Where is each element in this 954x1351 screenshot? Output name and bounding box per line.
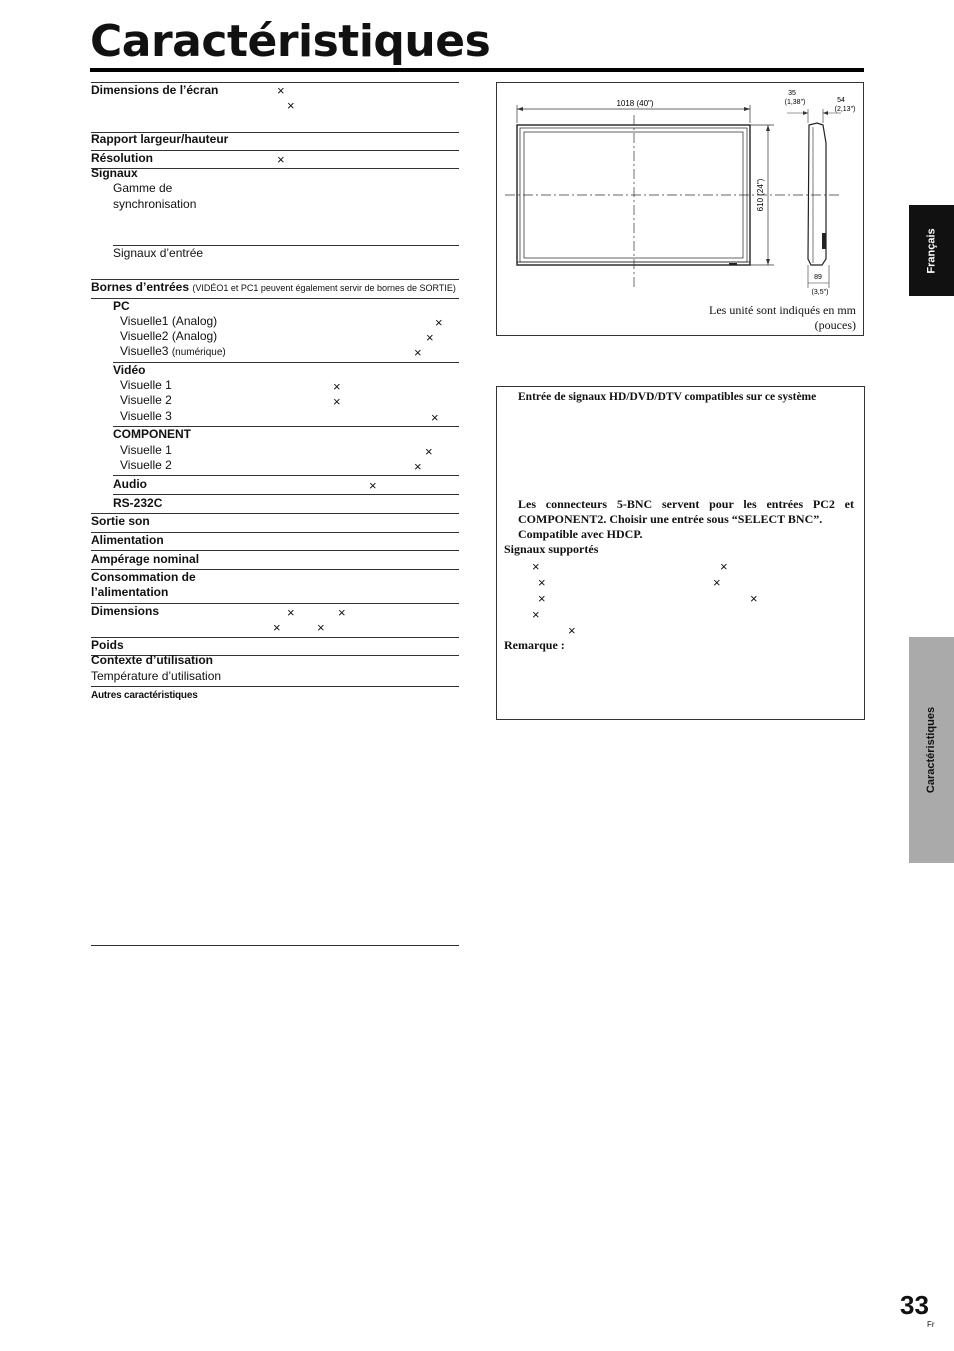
input-terminals-label: Bornes d’entrées (91, 280, 190, 294)
times-symbol: × (425, 444, 433, 459)
signal-heading: Entrée de signaux HD/DVD/DTV compatibles sur ce système (518, 391, 817, 403)
times-symbol: × (414, 345, 422, 360)
table-bottom-rule (91, 945, 459, 946)
times-symbol: × (338, 605, 346, 620)
spec-label-other: Autres caractéristiques (91, 690, 198, 701)
unit-note-line1: Les unité sont indiqués en mm (709, 303, 856, 317)
spec-label-environment: Contexte d’utilisation (91, 653, 214, 667)
times-symbol: × (287, 605, 295, 620)
hdcp-note: Compatible avec HDCP. (518, 527, 643, 541)
spec-visual3 (120, 344, 226, 360)
input-terminals-note: (VIDÉO1 et PC1 peuvent également servir de bornes de SORTIE) (192, 283, 456, 293)
monitor-outline-drawing (497, 83, 863, 335)
spec-label-consumption-line1: Consommation de (91, 570, 196, 584)
row-divider (113, 494, 459, 495)
times-symbol: × (317, 620, 325, 635)
row-divider (91, 637, 459, 638)
times-symbol: × (532, 559, 540, 574)
spec-label-weight: Poids (91, 638, 124, 652)
times-symbol: × (273, 620, 281, 635)
times-symbol: × (333, 394, 341, 409)
row-divider (91, 686, 459, 687)
bnc-note-line1: Les connecteurs 5-BNC servent pour les entrées PC2 et (518, 497, 854, 511)
supported-signals-heading: Signaux supportés (504, 542, 599, 556)
spec-label-power-supply: Alimentation (91, 533, 164, 547)
spec-video-visual1: Visuelle 1 (120, 378, 172, 392)
depth1-inch-label: (1,38") (784, 99, 806, 106)
spec-label-rated-current: Ampérage nominal (91, 552, 200, 566)
times-symbol: × (277, 152, 285, 167)
times-symbol: × (568, 623, 576, 638)
times-symbol: × (532, 607, 540, 622)
times-symbol: × (720, 559, 728, 574)
spec-label-input-terminals (91, 280, 456, 296)
times-symbol: × (538, 575, 546, 590)
spec-component-visual2: Visuelle 2 (120, 458, 172, 472)
times-symbol: × (369, 478, 377, 493)
bnc-note-line2: COMPONENT2. Choisir une entrée sous “SELECT BNC”. (518, 512, 823, 526)
spec-label-screen-dimensions: Dimensions de l’écran (91, 83, 219, 97)
language-tab-label-wrap (909, 205, 954, 296)
row-divider (91, 550, 459, 551)
page-title: Caractéristiques (90, 16, 491, 67)
spec-component-visual1: Visuelle 1 (120, 443, 172, 457)
unit-note (709, 303, 856, 333)
spec-video-visual2: Visuelle 2 (120, 393, 172, 407)
visual3-label: Visuelle3 (120, 344, 169, 358)
height-dimension-label: 610 (24") (756, 178, 765, 212)
unit-note-line2: (pouces) (814, 318, 856, 332)
depth1-label: 35 (788, 90, 796, 97)
spec-label-pc: PC (113, 299, 130, 313)
spec-label-signals: Signaux (91, 166, 138, 180)
spec-label-video: Vidéo (113, 363, 146, 377)
spec-label-audio: Audio (113, 477, 147, 491)
times-symbol: × (414, 459, 422, 474)
spec-sync-range-line1: Gamme de (113, 181, 173, 195)
language-tab-label: Français (925, 227, 938, 274)
spec-label-component: COMPONENT (113, 427, 191, 441)
section-tab-label: Caractéristiques (925, 706, 938, 794)
base-label: 89 (814, 274, 822, 281)
base-inch-label: (3,5") (811, 289, 829, 296)
spec-visual2-analog: Visuelle2 (Analog) (120, 329, 218, 343)
spec-input-signals: Signaux d’entrée (113, 246, 204, 260)
depth2-inch-label: (2,13") (834, 106, 856, 113)
spec-sync-range-line2: synchronisation (113, 197, 197, 211)
times-symbol: × (287, 98, 295, 113)
row-divider (113, 475, 459, 476)
spec-label-aspect-ratio: Rapport largeur/hauteur (91, 132, 229, 146)
spec-label-sound-output: Sortie son (91, 514, 150, 528)
spec-label-consumption-line2: l’alimentation (91, 585, 169, 599)
times-symbol: × (426, 330, 434, 345)
times-symbol: × (277, 83, 285, 98)
spec-visual1-analog: Visuelle1 (Analog) (120, 314, 218, 328)
page-number: 33 (900, 1290, 929, 1320)
title-rule (90, 68, 864, 72)
row-divider (91, 298, 459, 299)
row-divider (113, 362, 459, 363)
spec-label-resolution: Résolution (91, 151, 153, 165)
times-symbol: × (713, 575, 721, 590)
depth2-label: 54 (837, 97, 845, 104)
spec-label-rs232c: RS-232C (113, 496, 163, 510)
width-dimension-label: 1018 (40") (616, 99, 654, 108)
times-symbol: × (333, 379, 341, 394)
section-tab-label-wrap (909, 637, 954, 863)
times-symbol: × (538, 591, 546, 606)
row-divider (91, 168, 459, 169)
times-symbol: × (431, 410, 439, 425)
times-symbol: × (750, 591, 758, 606)
page-language: Fr (927, 1320, 935, 1329)
spec-temperature: Température d’utilisation (91, 669, 222, 683)
spec-label-dimensions: Dimensions (91, 604, 160, 618)
remark-heading: Remarque : (504, 638, 565, 652)
spec-video-visual3: Visuelle 3 (120, 409, 172, 423)
visual3-note: (numérique) (171, 347, 226, 358)
times-symbol: × (435, 315, 443, 330)
dimension-diagram (496, 82, 864, 336)
